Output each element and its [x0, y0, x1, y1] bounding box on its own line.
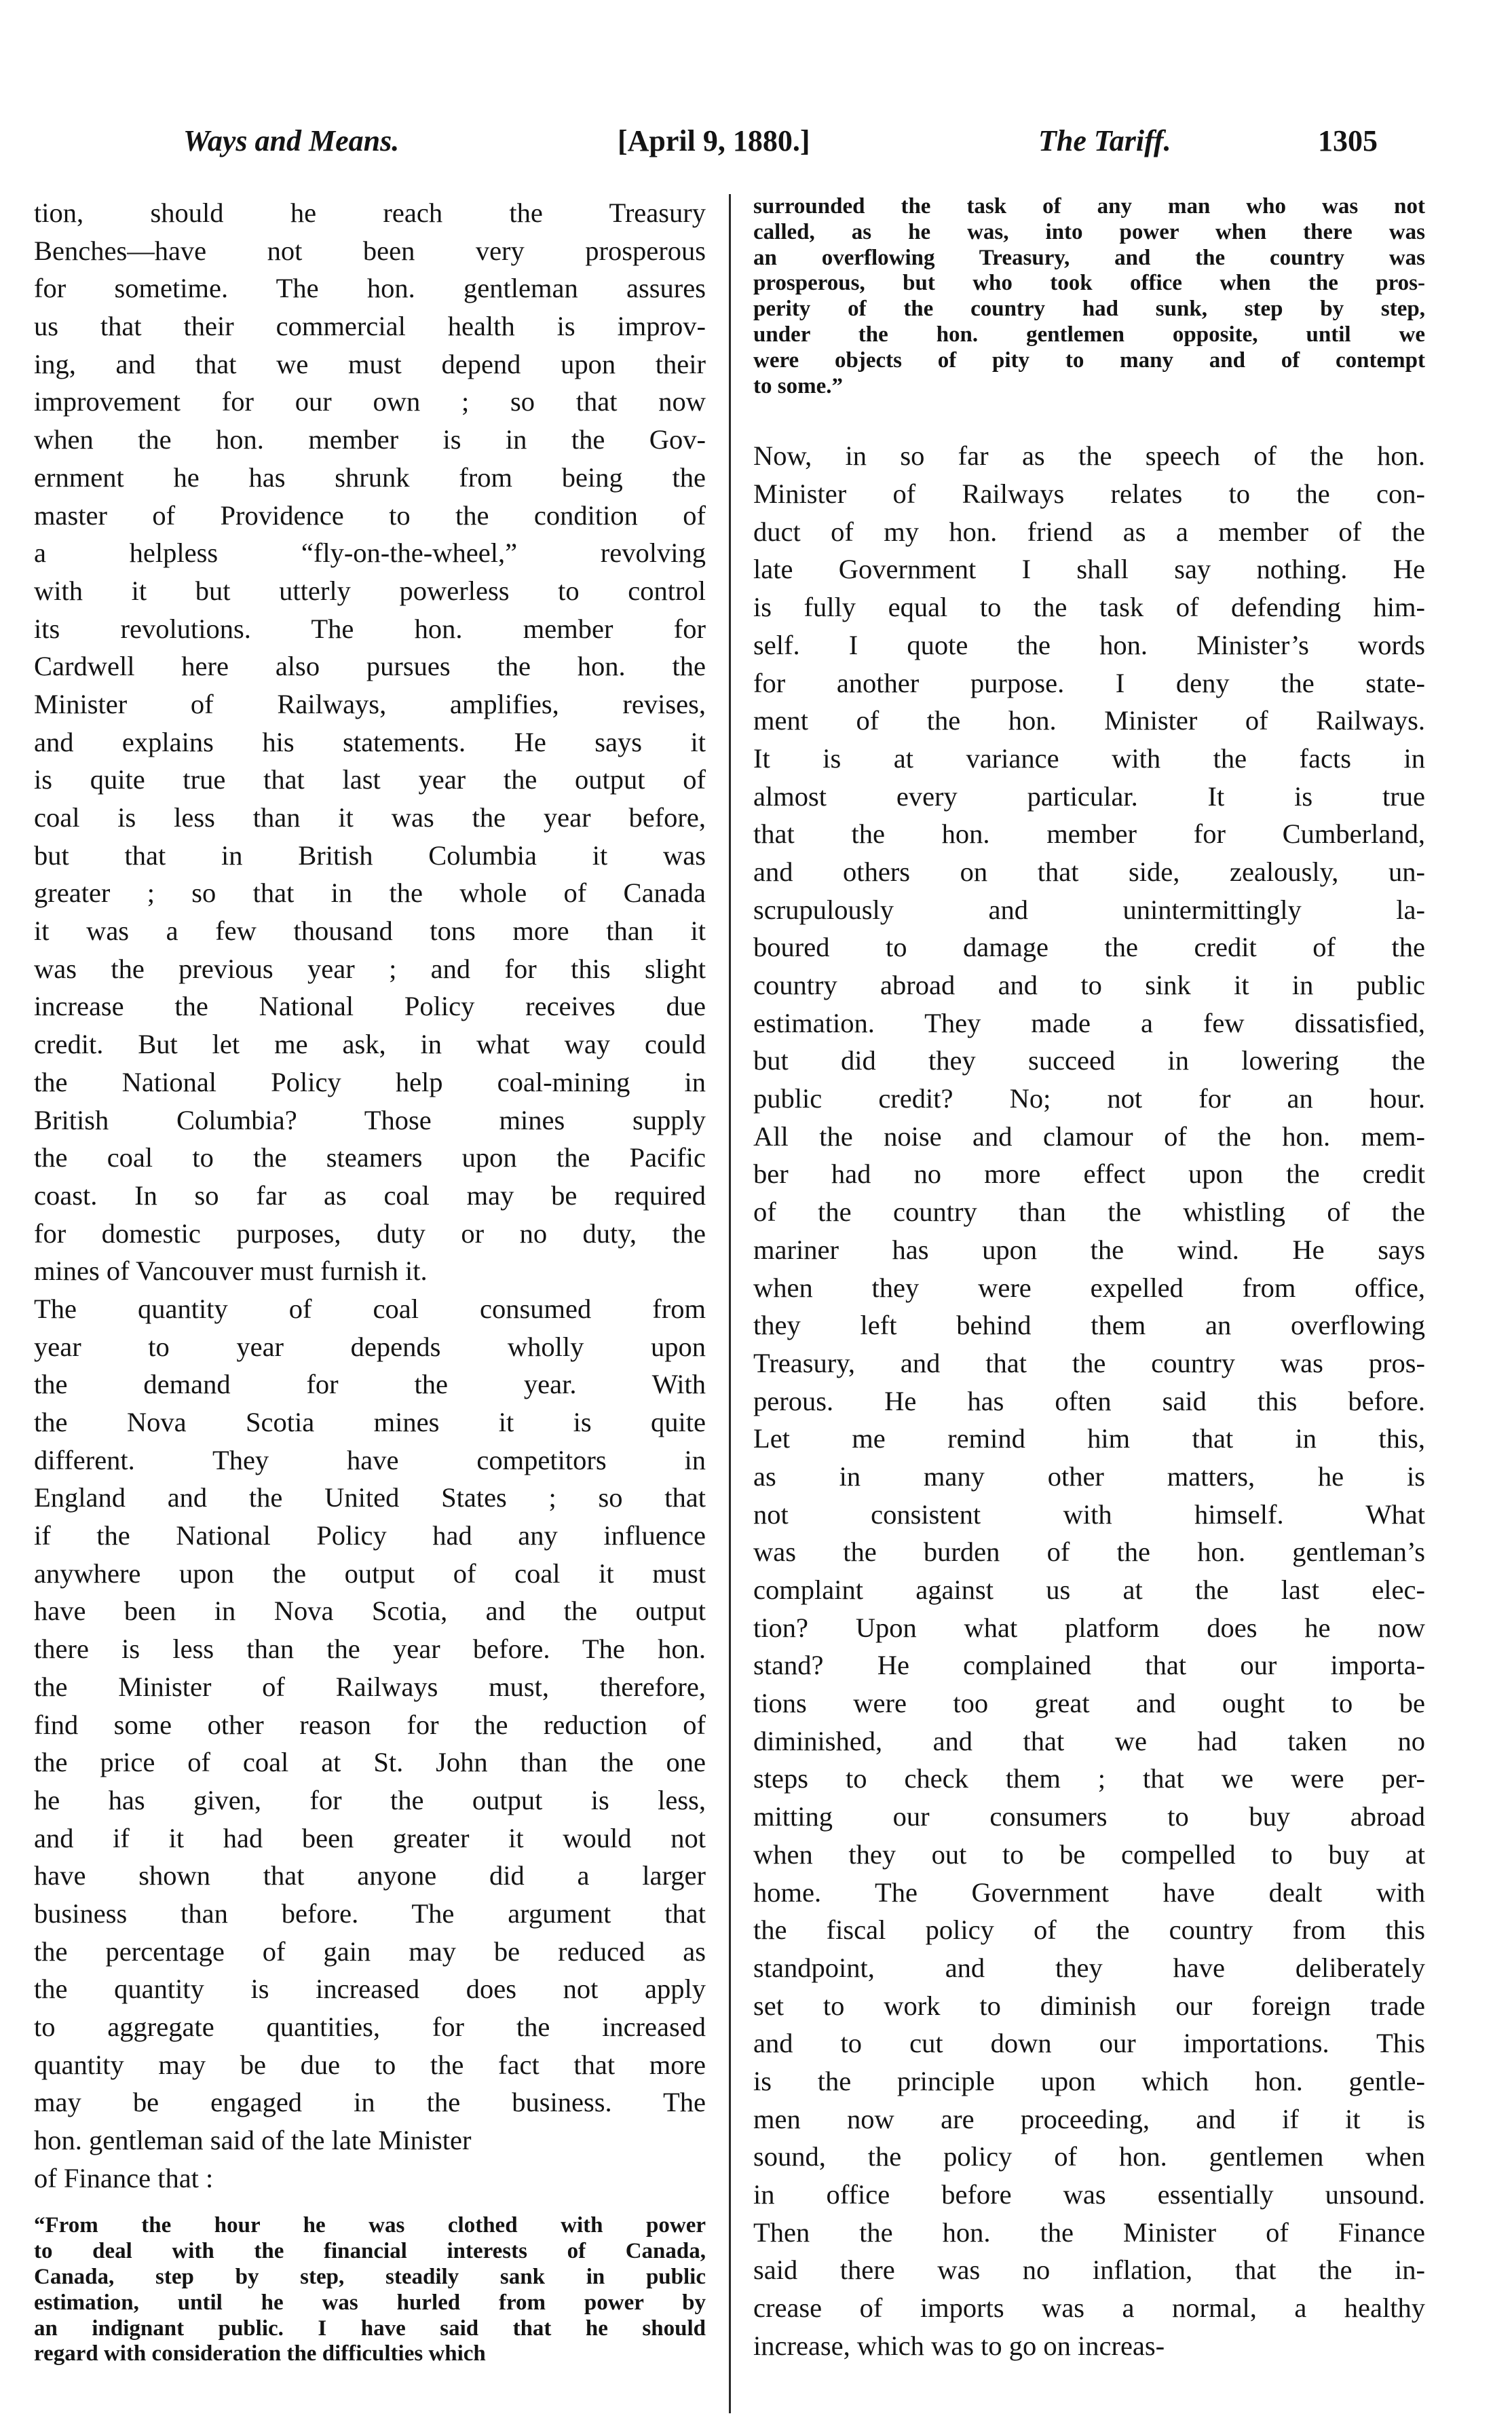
body-text-line: master of Providence to the condition of — [34, 499, 706, 531]
body-text-line: coast. In so far as coal may be required — [34, 1179, 706, 1211]
body-text-line: and explains his statements. He says it — [34, 726, 706, 757]
body-text-line: mitting our consumers to buy abroad — [753, 1801, 1425, 1832]
body-text-line: it was a few thousand tons more than it — [34, 916, 706, 947]
body-text-line: find some other reason for the reduction of — [34, 1709, 706, 1740]
body-text-line: not consistent with himself. What — [753, 1498, 1425, 1530]
body-text-line: scrupulously and unintermittingly la- — [753, 894, 1425, 925]
body-text-line: steps to check them ; that we were per- — [753, 1763, 1425, 1794]
quote-text-line: called, as he was, into power when there was — [753, 219, 1425, 244]
quote-text-line: were objects of pity to many and of contempt — [753, 347, 1425, 373]
page-number: 1305 — [1318, 124, 1378, 157]
body-text-line: All the noise and clamour of the hon. mem- — [753, 1120, 1425, 1152]
body-text-line: Minister of Railways, amplifies, revises, — [34, 688, 706, 719]
quote-text-line: an overflowing Treasury, and the country was — [753, 245, 1425, 270]
body-text-line: public credit? No; not for an hour. — [753, 1083, 1425, 1114]
body-text-line: country abroad and to sink it in public — [753, 970, 1425, 1000]
body-text-line: almost every particular. It is true — [753, 780, 1425, 812]
body-text-line: complaint against us at the last elec- — [753, 1574, 1425, 1605]
body-text-line: Treasury, and that the country was pros- — [753, 1347, 1425, 1378]
quote-text-line: estimation, until he was hurled from power by — [34, 2290, 706, 2315]
body-text-line: the coal to the steamers upon the Pacific — [34, 1142, 706, 1173]
body-text-line: Now, in so far as the speech of the hon. — [753, 440, 1425, 472]
body-text-line: men now are proceeding, and if it is — [753, 2103, 1425, 2134]
body-text-line: duct of my hon. friend as a member of the — [753, 516, 1425, 547]
body-text-line: greater ; so that in the whole of Canada — [34, 877, 706, 909]
header-subject: The Tariff. — [1038, 124, 1171, 157]
body-text-line: when the hon. member is in the Gov- — [34, 424, 706, 455]
body-text-line: home. The Government have dealt with — [753, 1876, 1425, 1908]
body-text-line: coal is less than it was the year before, — [34, 802, 706, 833]
quote-text-line: prosperous, but who took office when the pros- — [753, 271, 1425, 296]
header-date: [April 9, 1880.] — [618, 124, 810, 157]
body-text-line: and others on that side, zealously, un- — [753, 856, 1425, 887]
body-text-line: ernment he has shrunk from being the — [34, 461, 706, 493]
body-text-line: for sometime. The hon. gentleman assures — [34, 273, 706, 304]
body-text-line: The quantity of coal consumed from — [34, 1293, 706, 1324]
body-text-line: Benches—have not been very prosperous — [34, 235, 706, 266]
body-text-line: British Columbia? Those mines supply — [34, 1104, 706, 1135]
body-text-line: estimation. They made a few dissatisfied, — [753, 1007, 1425, 1038]
body-text-line: hon. gentleman said of the late Minister — [34, 2125, 472, 2156]
body-text-line: tion, should he reach the Treasury — [34, 197, 706, 228]
body-text-line: tion? Upon what platform does he now — [753, 1612, 1425, 1643]
body-text-line: and to cut down our importations. This — [753, 2028, 1425, 2059]
body-text-line: sound, the policy of hon. gentlemen when — [753, 2141, 1425, 2172]
body-text-line: that the hon. member for Cumberland, — [753, 818, 1425, 850]
body-text-line: us that their commercial health is improv- — [34, 311, 706, 342]
quote-text-line: under the hon. gentlemen opposite, until we — [753, 322, 1425, 347]
body-text-line: diminished, and that we had taken no — [753, 1725, 1425, 1756]
body-text-line: different. They have competitors in — [34, 1444, 706, 1475]
body-text-line: and if it had been greater it would not — [34, 1822, 706, 1853]
body-text-line: a helpless “fly-on-the-wheel,” revolving — [34, 537, 706, 569]
body-text-line: anywhere upon the output of coal it must — [34, 1558, 706, 1589]
body-text-line: of Finance that : — [34, 2162, 214, 2193]
body-text-line: Minister of Railways relates to the con- — [753, 478, 1425, 510]
body-text-line: improvement for our own ; so that now — [34, 386, 706, 417]
running-header — [183, 124, 1378, 178]
body-text-line: tions were too great and ought to be — [753, 1688, 1425, 1719]
left-column-quote — [34, 2213, 706, 2367]
body-text-line: ing, and that we must depend upon their — [34, 348, 706, 379]
body-text-line: perous. He has often said this before. — [753, 1385, 1425, 1416]
body-text-line: of the country than the whistling of the — [753, 1196, 1425, 1228]
body-text-line: year to year depends wholly upon — [34, 1331, 706, 1362]
body-text-line: but that in British Columbia it was — [34, 839, 706, 871]
body-text-line: as in many other matters, he is — [753, 1460, 1425, 1492]
left-column-body — [34, 194, 706, 2197]
right-column-quote — [753, 194, 1425, 399]
body-text-line: is fully equal to the task of defending him- — [753, 592, 1425, 623]
body-text-line: England and the United States ; so that — [34, 1482, 706, 1513]
body-text-line: quantity may be due to the fact that more — [34, 2049, 706, 2080]
quote-text-line: perity of the country had sunk, step by step, — [753, 297, 1425, 322]
body-text-line: mines of Vancouver must furnish it. — [34, 1256, 428, 1287]
body-text-line: in office before was essentially unsound. — [753, 2179, 1425, 2210]
quote-text-line: to deal with the financial interests of Canada, — [34, 2239, 706, 2264]
body-text-line: ment of the hon. Minister of Railways. — [753, 705, 1425, 736]
body-text-line: may be engaged in the business. The — [34, 2087, 706, 2118]
body-text-line: when they were expelled from office, — [753, 1272, 1425, 1303]
body-text-line: have shown that anyone did a larger — [34, 1860, 706, 1891]
column-divider — [729, 194, 731, 2413]
quote-text-line: regard with consideration the difficulties which — [34, 2341, 486, 2366]
body-text-line: have been in Nova Scotia, and the output — [34, 1596, 706, 1627]
right-column-body — [753, 437, 1425, 2364]
body-text-line: Then the hon. the Minister of Finance — [753, 2216, 1425, 2248]
quote-text-line: “From the hour he was clothed with power — [34, 2213, 706, 2238]
body-text-line: for another purpose. I deny the state- — [753, 667, 1425, 698]
body-text-line: was the burden of the hon. gentleman’s — [753, 1536, 1425, 1568]
body-text-line: Let me remind him that in this, — [753, 1423, 1425, 1454]
body-text-line: is the principle upon which hon. gentle- — [753, 2065, 1425, 2096]
body-text-line: but did they succeed in lowering the — [753, 1045, 1425, 1076]
body-text-line: the demand for the year. With — [34, 1369, 706, 1400]
body-text-line: boured to damage the credit of the — [753, 932, 1425, 963]
body-text-line: Cardwell here also pursues the hon. the — [34, 651, 706, 682]
body-text-line: was the previous year ; and for this slight — [34, 953, 706, 984]
quote-text-line: an indignant public. I have said that he should — [34, 2316, 706, 2341]
body-text-line: crease of imports was a normal, a healthy — [753, 2292, 1425, 2324]
body-text-line: the Minister of Railways must, therefore, — [34, 1671, 706, 1702]
body-text-line: said there was no inflation, that the in- — [753, 2254, 1425, 2286]
body-text-line: to aggregate quantities, for the increased — [34, 2012, 706, 2042]
left-column — [34, 194, 706, 2367]
body-text-line: set to work to diminish our foreign trade — [753, 1990, 1425, 2021]
body-text-line: the fiscal policy of the country from this — [753, 1914, 1425, 1946]
body-text-line: the quantity is increased does not apply — [34, 1974, 706, 2005]
body-text-line: if the National Policy had any influence — [34, 1520, 706, 1551]
quote-text-line: to some.” — [753, 373, 843, 398]
header-section-title: Ways and Means. — [183, 124, 400, 157]
body-text-line: when they out to be compelled to buy at — [753, 1838, 1425, 1870]
body-text-line: the National Policy help coal-mining in — [34, 1066, 706, 1097]
right-column — [753, 194, 1425, 2364]
body-text-line: standpoint, and they have deliberately — [753, 1952, 1425, 1983]
body-text-line: he has given, for the output is less, — [34, 1784, 706, 1815]
body-text-line: the price of coal at St. John than the one — [34, 1747, 706, 1778]
body-text-line: they left behind them an overflowing — [753, 1310, 1425, 1341]
body-text-line: self. I quote the hon. Minister’s words — [753, 629, 1425, 660]
quote-text-line: Canada, step by step, steadily sank in public — [34, 2265, 706, 2290]
body-text-line: its revolutions. The hon. member for — [34, 613, 706, 644]
body-text-line: mariner has upon the wind. He says — [753, 1234, 1425, 1265]
body-text-line: the percentage of gain may be reduced as — [34, 1936, 706, 1967]
body-text-line: credit. But let me ask, in what way could — [34, 1029, 706, 1060]
body-text-line: there is less than the year before. The hon. — [34, 1634, 706, 1665]
body-text-line: the Nova Scotia mines it is quite — [34, 1407, 706, 1437]
body-text-line: increase the National Policy receives due — [34, 991, 706, 1022]
body-text-line: ber had no more effect upon the credit — [753, 1158, 1425, 1190]
body-text-line: for domestic purposes, duty or no duty, the — [34, 1218, 706, 1249]
body-text-line: with it but utterly powerless to control — [34, 575, 706, 606]
body-text-line: increase, which was to go on increas- — [753, 2330, 1165, 2361]
body-text-line: business than before. The argument that — [34, 1898, 706, 1929]
body-text-line: stand? He complained that our importa- — [753, 1650, 1425, 1681]
quote-text-line: surrounded the task of any man who was not — [753, 194, 1425, 219]
body-text-line: late Government I shall say nothing. He — [753, 554, 1425, 585]
body-text-line: It is at variance with the facts in — [753, 742, 1425, 774]
body-text-line: is quite true that last year the output of — [34, 764, 706, 795]
